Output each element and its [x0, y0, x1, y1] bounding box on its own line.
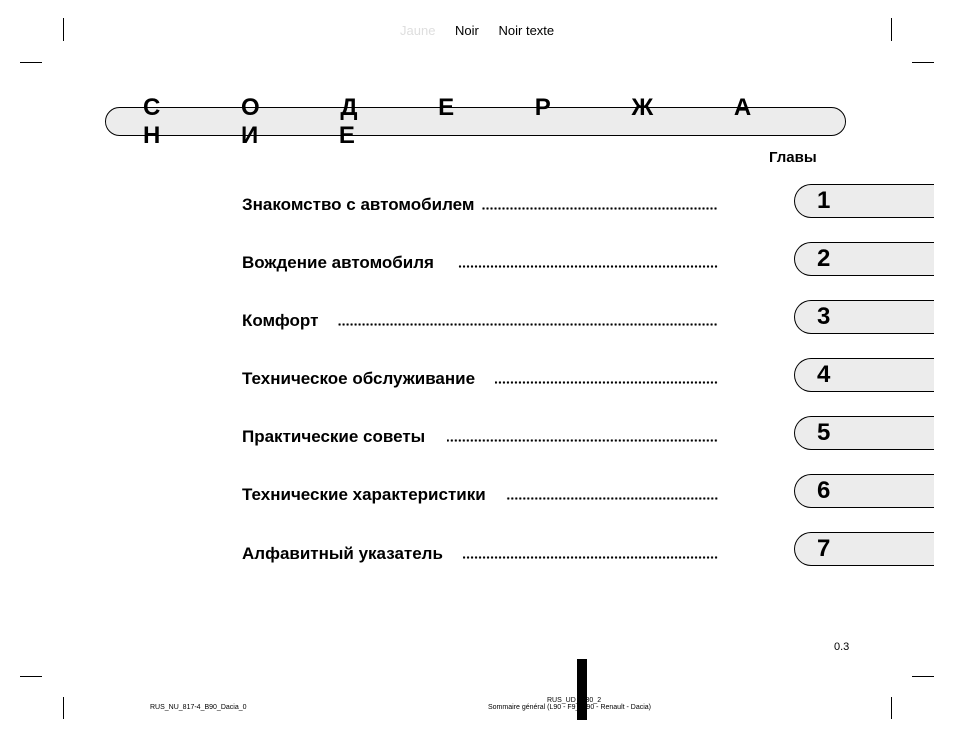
chapter-tab-5[interactable]: [794, 416, 934, 450]
crop-mark: [63, 18, 64, 41]
chapter-number: 2: [817, 245, 831, 272]
crop-mark: [912, 676, 934, 677]
footer-left: RUS_NU_817-4_B90_Dacia_0: [150, 704, 247, 711]
toc-row[interactable]: [242, 193, 718, 215]
toc-label: Технические характеристики: [242, 485, 486, 504]
chapter-number: 3: [817, 303, 831, 330]
chapter-tab-3[interactable]: [794, 300, 934, 334]
toc-leader-dots: [482, 207, 718, 210]
page-number: 0.3: [834, 641, 850, 653]
toc-row[interactable]: [242, 425, 718, 447]
crop-mark: [912, 62, 934, 63]
footer-code: RUS_UD_ _30_2: [547, 697, 602, 704]
color-mark-noir-texte: Noir texte: [498, 23, 555, 38]
footer-description: Sommaire général (L90 - F9_ R90 - Renault - Dacia): [488, 704, 652, 711]
toc-leader-dots: [447, 439, 718, 442]
chapter-number: 7: [817, 535, 831, 562]
toc-row[interactable]: [242, 367, 718, 389]
toc-label: Комфорт: [242, 311, 319, 330]
toc-row[interactable]: [242, 483, 718, 505]
chapter-tab-1[interactable]: [794, 184, 934, 218]
toc-row[interactable]: [242, 309, 718, 331]
toc-leader-dots: [338, 323, 718, 326]
toc-row[interactable]: [242, 251, 718, 273]
crop-mark: [891, 697, 892, 719]
page-title: С О Д Е Р Ж А Н И Е: [143, 93, 789, 149]
toc-leader-dots: [458, 265, 718, 268]
crop-mark: [63, 697, 64, 719]
color-mark-jaune: Jaune: [400, 23, 436, 38]
chapter-number: 6: [817, 477, 831, 504]
chapter-number: 4: [817, 361, 831, 388]
title-bar: [105, 93, 846, 149]
chapter-tab-4[interactable]: [794, 358, 934, 392]
chapter-number: 5: [817, 419, 831, 446]
chapter-number: 1: [817, 187, 831, 214]
toc-leader-dots: [495, 381, 718, 384]
color-marks: [400, 23, 570, 38]
chapter-tab-2[interactable]: [794, 242, 934, 276]
toc-label: Вождение автомобиля: [242, 253, 434, 272]
crop-mark: [20, 62, 42, 63]
color-mark-noir: Noir: [455, 23, 479, 38]
toc-label: Знакомство с автомобилем: [242, 195, 475, 214]
chapter-tab-6[interactable]: [794, 474, 934, 508]
toc-label: Техническое обслуживание: [242, 369, 476, 388]
chapters-label: Главы: [769, 149, 817, 166]
crop-mark: [20, 676, 42, 677]
crop-mark: [891, 18, 892, 41]
toc-label: Алфавитный указатель: [242, 544, 443, 563]
chapter-tab-7[interactable]: [794, 532, 934, 566]
toc-leader-dots: [506, 497, 718, 500]
toc-row[interactable]: [242, 542, 718, 564]
toc-label: Практические советы: [242, 427, 426, 446]
toc-leader-dots: [463, 556, 718, 559]
